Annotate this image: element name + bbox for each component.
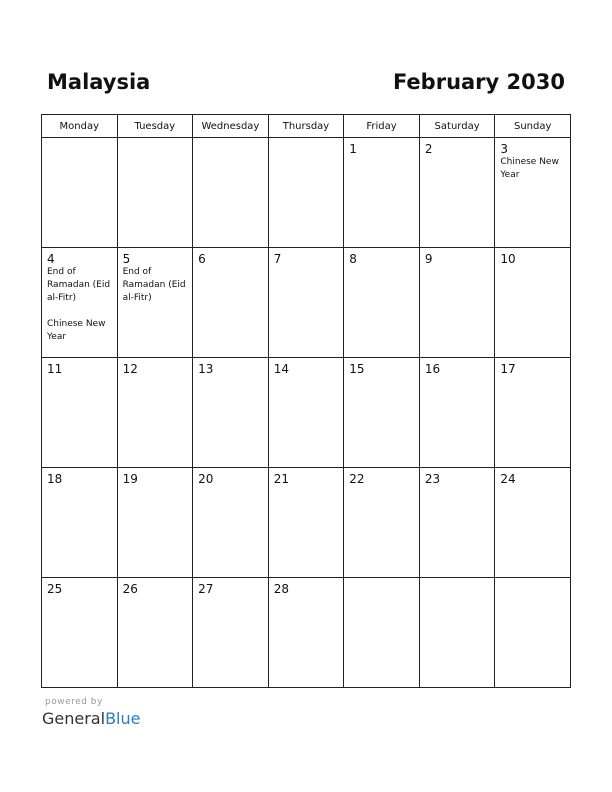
day-cell xyxy=(495,138,571,248)
day-cell xyxy=(419,358,495,468)
brand-blue-text: Blue xyxy=(105,709,141,728)
day-number: 26 xyxy=(122,582,138,596)
day-cell xyxy=(193,358,269,468)
day-number: 21 xyxy=(273,472,289,486)
day-cell xyxy=(344,578,420,688)
day-cell xyxy=(42,578,118,688)
day-number: 5 xyxy=(122,252,131,266)
day-number: 13 xyxy=(198,362,214,376)
day-cell xyxy=(344,358,420,468)
calendar-grid xyxy=(41,114,571,688)
weekday-header: Sunday xyxy=(495,115,571,138)
day-cell xyxy=(268,138,344,248)
day-number: 6 xyxy=(198,252,206,266)
weekday-header: Saturday xyxy=(419,115,495,138)
day-cell xyxy=(42,248,118,358)
holiday-label: End of Ramadan (Eid al-Fitr) xyxy=(47,267,111,303)
day-number: 17 xyxy=(500,362,516,376)
week-row xyxy=(42,578,571,688)
day-cell xyxy=(268,358,344,468)
day-number: 8 xyxy=(349,252,357,266)
day-cell xyxy=(117,468,193,578)
weekday-header-row xyxy=(42,115,571,138)
day-cell xyxy=(419,468,495,578)
day-cell xyxy=(495,248,571,358)
country-title: Malaysia xyxy=(47,70,151,94)
day-number: 16 xyxy=(424,362,441,376)
day-cell xyxy=(344,138,420,248)
day-cell xyxy=(419,138,495,248)
day-number: 2 xyxy=(424,142,433,156)
day-number: 10 xyxy=(500,252,516,266)
day-number: 14 xyxy=(273,362,289,376)
day-cell xyxy=(193,138,269,248)
day-cell xyxy=(268,248,344,358)
day-number: 27 xyxy=(198,582,214,596)
powered-by-label: powered by xyxy=(45,697,103,707)
week-row xyxy=(42,358,571,468)
day-cell xyxy=(344,248,420,358)
holiday-label: End of Ramadan (Eid al-Fitr) xyxy=(122,267,186,303)
day-cell xyxy=(117,138,193,248)
day-cell xyxy=(193,468,269,578)
holiday-list xyxy=(123,266,189,305)
day-cell xyxy=(42,468,118,578)
day-cell xyxy=(344,468,420,578)
weekday-header: Wednesday xyxy=(193,115,269,138)
generalblue-logo xyxy=(42,709,140,728)
month-year-title: February 2030 xyxy=(392,70,565,94)
day-number: 23 xyxy=(424,472,441,486)
week-row xyxy=(42,248,571,358)
day-number: 3 xyxy=(500,142,509,156)
brand-general-text: General xyxy=(42,709,106,728)
weekday-header: Friday xyxy=(344,115,420,138)
day-cell xyxy=(117,578,193,688)
day-number: 11 xyxy=(47,362,63,376)
day-number: 24 xyxy=(500,472,516,486)
day-number: 12 xyxy=(122,362,138,376)
day-number: 9 xyxy=(424,252,433,266)
weekday-header: Monday xyxy=(42,115,118,138)
week-row xyxy=(42,468,571,578)
day-number: 15 xyxy=(349,362,365,376)
day-cell xyxy=(193,578,269,688)
day-cell xyxy=(268,578,344,688)
day-number: 22 xyxy=(349,472,365,486)
day-number: 7 xyxy=(273,252,282,266)
day-cell xyxy=(495,358,571,468)
day-cell xyxy=(193,248,269,358)
holiday-list xyxy=(500,156,566,182)
day-cell xyxy=(117,248,193,358)
day-cell xyxy=(495,578,571,688)
weekday-header: Tuesday xyxy=(117,115,193,138)
day-cell xyxy=(268,468,344,578)
day-number: 19 xyxy=(122,472,138,486)
day-number: 25 xyxy=(47,582,63,596)
holiday-label: Chinese New Year xyxy=(500,157,559,180)
day-cell xyxy=(419,248,495,358)
holiday-list xyxy=(47,266,113,357)
day-cell xyxy=(42,358,118,468)
day-number: 18 xyxy=(47,472,63,486)
day-cell xyxy=(117,358,193,468)
day-number: 1 xyxy=(349,142,357,156)
day-number: 20 xyxy=(198,472,214,486)
day-cell xyxy=(419,578,495,688)
holiday-label: Chinese New Year xyxy=(47,319,106,342)
day-number: 4 xyxy=(47,252,55,266)
day-cell xyxy=(495,468,571,578)
day-cell xyxy=(42,138,118,248)
day-number: 28 xyxy=(273,582,289,596)
week-row xyxy=(42,138,571,248)
weekday-header: Thursday xyxy=(268,115,344,138)
